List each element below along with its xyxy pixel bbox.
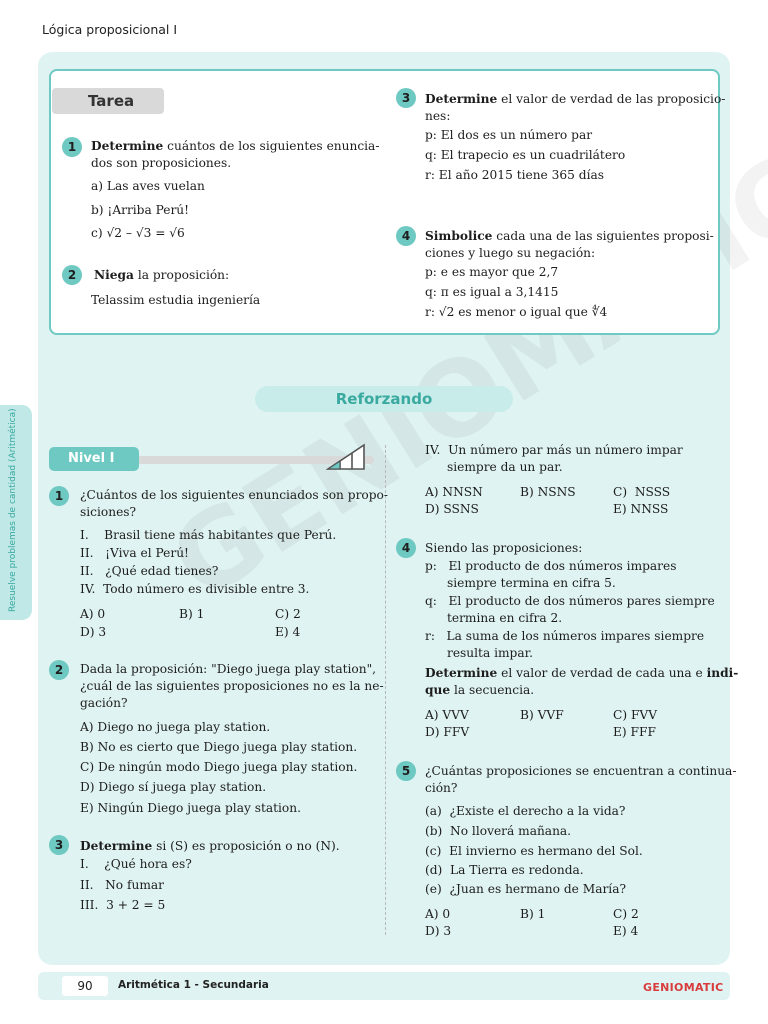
list-item: (e) ¿Juan es hermano de María? <box>425 882 626 896</box>
answer-option: C) FVV <box>613 708 658 722</box>
answer-option: A) 0 <box>80 607 106 621</box>
list-item: p: e es mayor que 2,7 <box>425 265 559 279</box>
list-item: I. ¿Qué hora es? <box>80 857 192 871</box>
section-title-reforzando: Reforzando <box>255 386 513 412</box>
answer-option: C) De ningún modo Diego juega play station. <box>80 760 358 774</box>
question-text: gación? <box>80 696 128 710</box>
list-item: q: El trapecio es un cuadrilátero <box>425 148 626 162</box>
page-header-title: Lógica proposicional I <box>42 22 178 37</box>
question-text: siciones? <box>80 505 137 519</box>
question-number: 5 <box>396 761 416 781</box>
answer-option: B) NSNS <box>520 485 576 499</box>
list-item: (d) La Tierra es redonda. <box>425 863 584 877</box>
difficulty-level-icon <box>326 443 366 471</box>
answer-option: D) FFV <box>425 725 470 739</box>
answer-option: D) Diego sí juega play station. <box>80 780 267 794</box>
answer-option: C) NSSS <box>613 485 671 499</box>
answer-option: C) 2 <box>275 607 301 621</box>
question-text: dos son proposiciones. <box>91 156 232 170</box>
list-item: p: El producto de dos números impares <box>425 559 677 573</box>
list-item: q: El producto de dos números pares siempre <box>425 594 715 608</box>
answer-option: E) FFF <box>613 725 656 739</box>
side-tab-text: Resuelve problemas de cantidad (Aritmética) <box>8 408 18 612</box>
book-title: Aritmética 1 - Secundaria <box>118 979 269 991</box>
answer-option: D) 3 <box>425 924 452 938</box>
answer-option: E) NNSS <box>613 502 669 516</box>
answer-option: B) 1 <box>520 907 546 921</box>
question-text: que la secuencia. <box>425 683 535 697</box>
question-number: 4 <box>396 538 416 558</box>
list-item: siempre da un par. <box>447 460 563 474</box>
list-item: II. ¿Qué edad tienes? <box>80 564 219 578</box>
answer-option: B) No es cierto que Diego juega play station. <box>80 740 358 754</box>
question-text: Determine el valor de verdad de las proposicio- <box>425 92 726 106</box>
list-item: IV. Todo número es divisible entre 3. <box>80 582 310 596</box>
list-item: III. 3 + 2 = 5 <box>80 898 166 912</box>
question-number: 1 <box>49 486 69 506</box>
list-item: (c) El invierno es hermano del Sol. <box>425 844 643 858</box>
question-text: Determine si (S) es proposición o no (N). <box>80 839 340 853</box>
answer-option: D) SSNS <box>425 502 479 516</box>
answer-option: B) 1 <box>179 607 205 621</box>
list-item: I. Brasil tiene más habitantes que Perú. <box>80 528 337 542</box>
answer-option: A) NNSN <box>425 485 483 499</box>
answer-option: E) Ningún Diego juega play station. <box>80 801 301 815</box>
list-item: q: π es igual a 3,1415 <box>425 285 559 299</box>
question-text: Determine el valor de verdad de cada una e indi- <box>425 666 739 680</box>
question-number: 3 <box>396 88 416 108</box>
question-text: Niega la proposición: <box>94 268 230 282</box>
list-item: b) ¡Arriba Perú! <box>91 203 190 217</box>
list-item: siempre termina en cifra 5. <box>447 576 616 590</box>
nivel-label: Nivel I <box>49 447 139 471</box>
answer-option: A) 0 <box>425 907 451 921</box>
list-item: (a) ¿Existe el derecho a la vida? <box>425 804 626 818</box>
question-text: ción? <box>425 781 458 795</box>
question-text: nes: <box>425 109 451 123</box>
answer-option: C) 2 <box>613 907 639 921</box>
question-number: 3 <box>49 835 69 855</box>
column-divider <box>385 445 386 935</box>
answer-option: B) VVF <box>520 708 564 722</box>
tarea-label: Tarea <box>52 88 164 114</box>
answer-option: D) 3 <box>80 625 107 639</box>
brand-logo: GENIOMATIC <box>643 981 724 994</box>
answer-option: E) 4 <box>613 924 639 938</box>
list-item: r: El año 2015 tiene 365 días <box>425 168 604 182</box>
list-item: r: La suma de los números impares siempre <box>425 629 705 643</box>
list-item: a) Las aves vuelan <box>91 179 205 193</box>
list-item: resulta impar. <box>447 646 533 660</box>
list-item: II. ¡Viva el Perú! <box>80 546 189 560</box>
question-text: ¿Cuántos de los siguientes enunciados son propo- <box>80 488 388 502</box>
answer-option: A) VVV <box>425 708 469 722</box>
list-item: c) √2 – √3 = √6 <box>91 226 185 240</box>
answer-option: A) Diego no juega play station. <box>80 720 271 734</box>
list-item: IV. Un número par más un número impar <box>425 443 683 457</box>
list-item: termina en cifra 2. <box>447 611 563 625</box>
question-number: 2 <box>49 660 69 680</box>
list-item: (b) No lloverá mañana. <box>425 824 572 838</box>
question-text: Siendo las proposiciones: <box>425 541 583 555</box>
question-number: 4 <box>396 226 416 246</box>
question-text: ciones y luego su negación: <box>425 246 596 260</box>
list-item: r: √2 es menor o igual que ∜4 <box>425 305 608 319</box>
list-item: p: El dos es un número par <box>425 128 593 142</box>
question-text: ¿Cuántas proposiciones se encuentran a continua- <box>425 764 737 778</box>
page-number: 90 <box>62 976 108 996</box>
question-text: Dada la proposición: "Diego juega play station", <box>80 662 377 676</box>
question-text: Determine cuántos de los siguientes enuncia- <box>91 139 380 153</box>
question-text: Simbolice cada una de las siguientes proposi- <box>425 229 714 243</box>
list-item: II. No fumar <box>80 878 165 892</box>
list-item: Telassim estudia ingeniería <box>91 293 261 307</box>
answer-option: E) 4 <box>275 625 301 639</box>
question-number: 2 <box>62 265 82 285</box>
question-text: ¿cuál de las siguientes proposiciones no es la ne- <box>80 679 384 693</box>
question-number: 1 <box>62 137 82 157</box>
